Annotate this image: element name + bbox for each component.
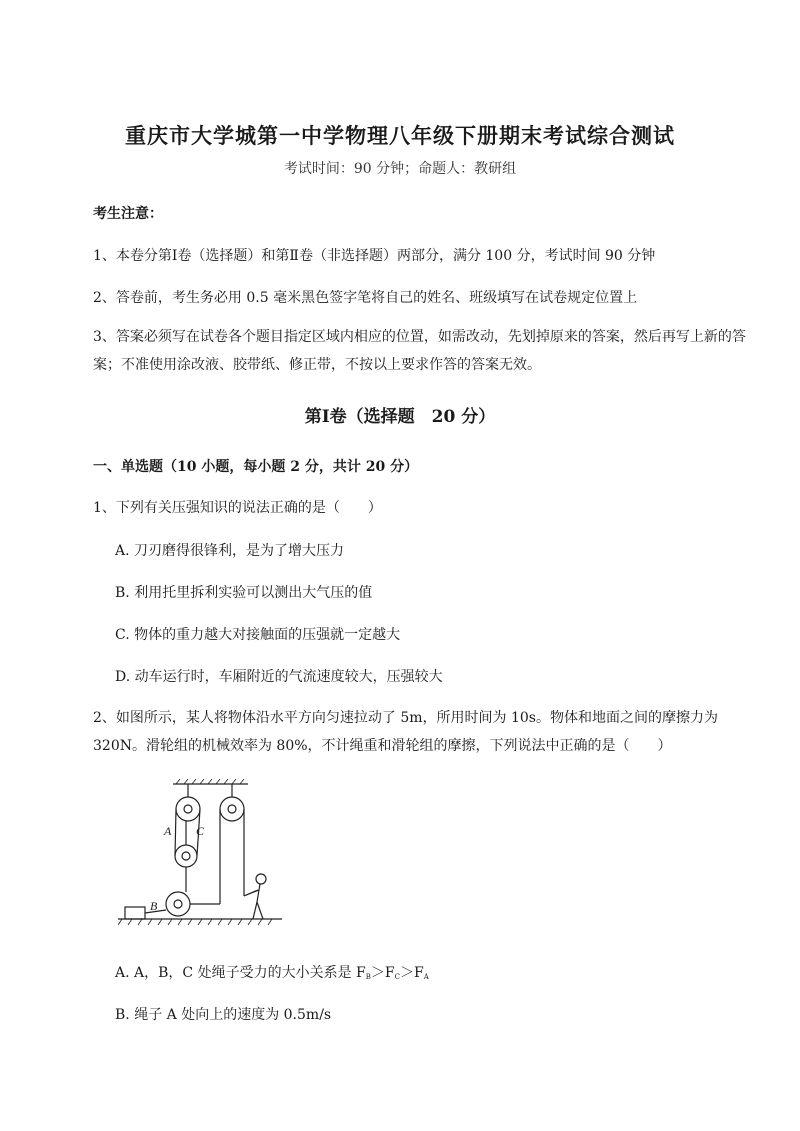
- label-b: B: [150, 899, 158, 913]
- ceiling-hatch: [176, 779, 244, 784]
- notice-item-3: 3、答案必须写在试卷各个题目指定区域内相应的位置，如需改动，先划掉原来的答案，然后再写上新的答案；不准使用涂改液、胶带纸、修正带，不按以上要求作答的答案无效。: [93, 329, 746, 373]
- pulley-system-figure: [118, 778, 282, 928]
- moving-pulley-middle: [175, 845, 197, 867]
- pulley-bottom: [166, 892, 190, 916]
- question-2-stem: 2、如图所示，某人将物体沿水平方向匀速拉动了 5m，所用时间为 10s。物体和地面之间的摩擦力为 320N。滑轮组的机械效率为 80%，不计绳重和滑轮组的摩擦，下列说法中正确的是（ ）: [93, 710, 718, 754]
- notice-item-2: 2、答卷前，考生务必用 0.5 毫米黑色签字笔将自己的姓名、班级填写在试卷规定位置上: [93, 290, 638, 306]
- person-head: [256, 874, 266, 884]
- block-object: [125, 907, 145, 919]
- exam-info: 考试时间：90 分钟；命题人：教研组: [283, 161, 517, 177]
- fixed-pulley-right: [220, 797, 244, 821]
- ground-hatch: [118, 919, 272, 925]
- label-c: C: [196, 824, 205, 838]
- question-2-option-b: B. 绳子 A 处向上的速度为 0.5m/s: [115, 1007, 332, 1023]
- person-body: [257, 884, 260, 902]
- question-1-stem: 1、下列有关压强知识的说法正确的是（ ）: [93, 500, 382, 516]
- notice-heading: 考生注意：: [93, 206, 163, 222]
- question-1-option-c: C. 物体的重力越大对接触面的压强就一定越大: [115, 627, 401, 643]
- question-1-option-b: B. 利用托里拆利实验可以测出大气压的值: [115, 585, 373, 601]
- question-1-option-a: A. 刀刃磨得很锋利，是为了增大压力: [115, 543, 345, 559]
- fixed-pulley-left: [176, 797, 200, 821]
- notice-item-1: 1、本卷分第Ⅰ卷（选择题）和第Ⅱ卷（非选择题）两部分，满分 100 分，考试时间 90 分钟: [93, 248, 656, 264]
- question-1-option-d: D. 动车运行时，车厢附近的气流速度较大，压强较大: [115, 669, 443, 685]
- question-2-option-a: A. A，B，C 处绳子受力的大小关系是 $F_B>F_C>F_A$: [115, 965, 429, 981]
- label-a: A: [164, 824, 172, 838]
- document-title: 重庆市大学城第一中学物理八年级下册期末考试综合测试: [125, 123, 675, 148]
- part-title: 第Ⅰ卷（选择题 20 分）: [304, 407, 496, 427]
- section-heading: 一、单选题（10 小题，每小题 2 分，共计 20 分）: [93, 459, 419, 475]
